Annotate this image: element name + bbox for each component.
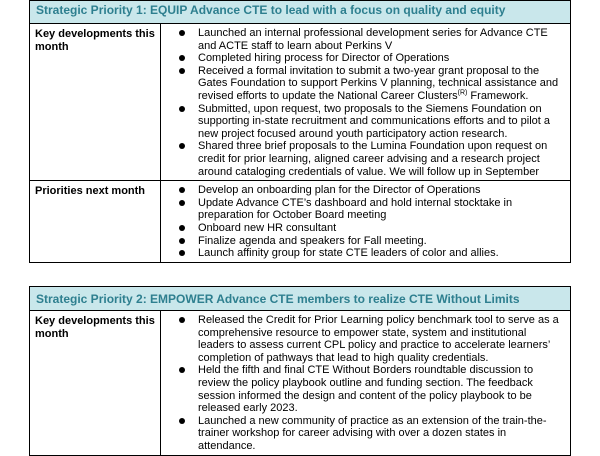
bullet-list [161,27,562,178]
bullet-list [161,184,562,260]
list-item: Launch affinity group for state CTE leaders of color and allies. [161,247,562,260]
section-2-key-developments-row [30,311,570,455]
list-item: Finalize agenda and speakers for Fall meeting. [161,235,562,248]
row-label: Key developments this month [30,311,161,455]
list-item [161,65,562,103]
list-item-text: Received a formal invitation to submit a two-year grant proposal to the Gates Foundation to support Perkins V planning, technical assistance and revised efforts to update the National Career Clusters [198,64,559,102]
row-label: Priorities next month [30,181,161,262]
bullet-list [161,314,562,453]
list-item: Submitted, upon request, two proposals to the Siemens Foundation on supporting in-state recruitment and communications efforts and to pilot a new project focused around youth participatory action research. [161,103,562,141]
list-item: Launched an internal professional development series for Advance CTE and ACTE staff to learn about Perkins V [161,27,562,52]
strategic-priority-1-table [29,0,571,263]
list-item: Shared three brief proposals to the Lumina Foundation upon request on credit for prior learning, aligned career advising and a research project around cataloging credentials of value. We will follow up in September [161,140,562,178]
list-item: Held the fifth and final CTE Without Borders roundtable discussion to review the policy playbook outline and funding section. The feedback session informed the design and content of the policy playbook to be released early 2023. [161,364,562,414]
list-item-tail: Framework. [467,89,529,102]
registered-mark: (R) [457,89,468,97]
strategic-priority-2-table [29,286,571,456]
list-item: Completed hiring process for Director of Operations [161,52,562,65]
list-item: Develop an onboarding plan for the Director of Operations [161,184,562,197]
list-item: Update Advance CTE’s dashboard and hold internal stocktake in preparation for October Board meeting [161,197,562,222]
row-label: Key developments this month [30,24,161,180]
list-item: Released the Credit for Prior Learning policy benchmark tool to serve as a comprehensive resource to empower state, system and institutional leaders to assess current CPL policy and practice to accelerate learners’ completion of pathways that lead to high quality credentials. [161,314,562,364]
section-1-title: Strategic Priority 1: EQUIP Advance CTE to lead with a focus on quality and equity [30,1,570,24]
list-item: Launched a new community of practice as an extension of the train-the-trainer workshop for career advising with over a dozen states in attendance. [161,415,562,453]
section-1-key-developments-row [30,24,570,181]
section-1-priorities-next-month-row [30,181,570,262]
section-2-title: Strategic Priority 2: EMPOWER Advance CTE members to realize CTE Without Limits [30,287,570,311]
list-item: Onboard new HR consultant [161,222,562,235]
